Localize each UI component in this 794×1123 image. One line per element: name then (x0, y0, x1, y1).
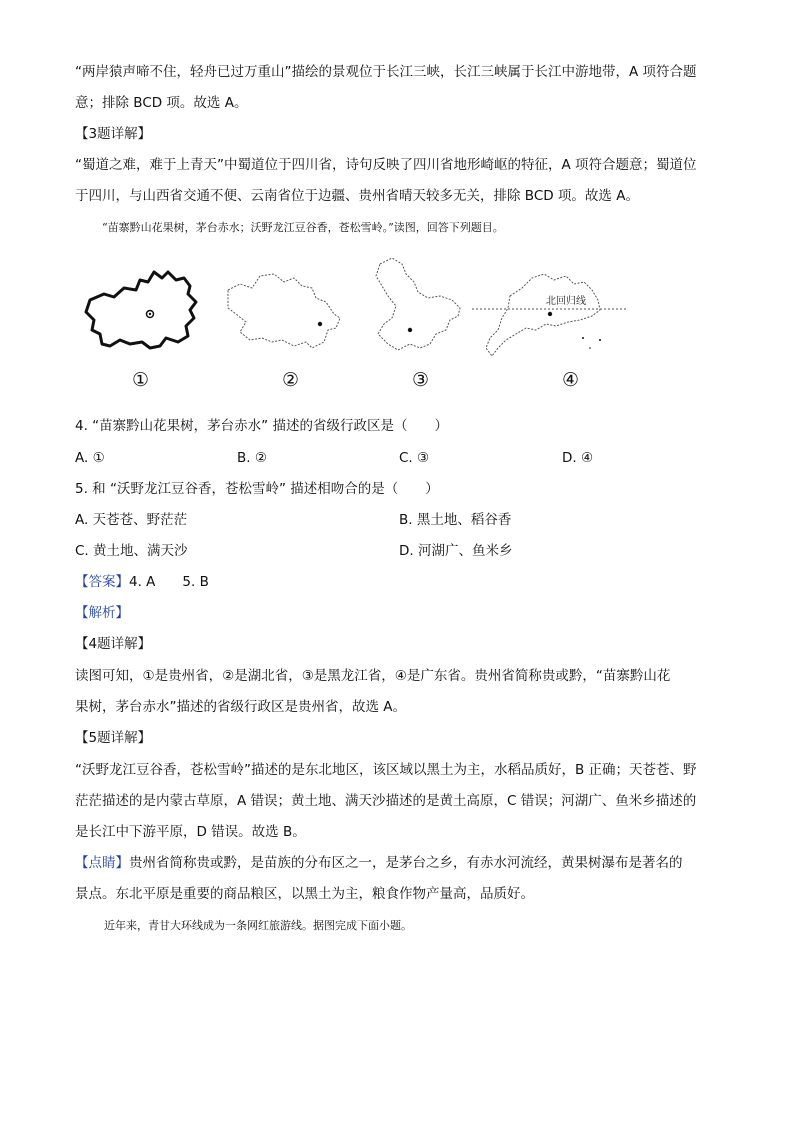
guangdong-outline (486, 274, 600, 356)
hubei-outline (228, 274, 340, 348)
q4-detail-heading: 【4题详解】 (75, 636, 152, 652)
map-number-2: ② (282, 369, 300, 391)
tip-line (75, 853, 683, 873)
text-line: 景点。东北平原是重要的商品粮区，以黑土为主，粮食作物产量高，品质好。 (75, 886, 534, 902)
text-line: “两岸猿声啼不住，轻舟已过万重山”描绘的景观位于长江三峡，长江三峡属于长江中游地带，A 项符合题 (75, 64, 697, 80)
question-intro: “苗寨黔山花果树，茅台赤水；沃野龙江豆谷香，苍松雪岭。”读图，回答下列题目。 (102, 221, 504, 234)
answer-line (75, 572, 209, 592)
q4-option-d: D. ④ (562, 450, 594, 466)
tropic-label: 北回归线 (546, 296, 586, 307)
guizhou-outline (86, 272, 196, 348)
q5-option-b: B. 黑土地、稻谷香 (399, 512, 512, 528)
q4-option-a: A. ① (75, 450, 105, 466)
q5-option-d: D. 河湖广、鱼米乡 (399, 543, 513, 559)
q4-option-b: B. ② (237, 450, 267, 466)
q5-stem: 5. 和 “沃野龙江豆谷香，苍松雪岭” 描述相吻合的是（ ） (75, 481, 439, 497)
tip-text: 贵州省简称贵或黔，是苗族的分布区之一，是茅台之乡，有赤水河流经，黄果树瀑布是著名的 (129, 855, 683, 871)
map-number-3: ③ (412, 369, 430, 391)
map-number-4: ④ (562, 369, 580, 391)
text-line: 于四川，与山西省交通不便、云南省位于边疆、贵州省晴天较多无关，排除 BCD 项。故选 A。 (75, 188, 639, 204)
heilongjiang-outline (376, 258, 460, 350)
q5-option-c: C. 黄土地、满天沙 (75, 543, 188, 559)
answer-text: 4. A 5. B (129, 574, 209, 590)
text-line: 意；排除 BCD 项。故选 A。 (75, 95, 248, 111)
next-question-intro: 近年来，青甘大环线成为一条网红旅游线。据图完成下面小题。 (104, 919, 412, 932)
map-number-1: ① (132, 369, 150, 391)
text-line: “蜀道之难，难于上青天”中蜀道位于四川省，诗句反映了四川省地形崎岖的特征，A 项符合题意；蜀道位 (75, 157, 697, 173)
q3-detail-heading: 【3题详解】 (75, 126, 152, 142)
analysis-label: 【解析】 (75, 605, 129, 621)
q5-option-a: A. 天苍苍、野茫茫 (75, 512, 188, 528)
text-line: “沃野龙江豆谷香，苍松雪岭”描述的是东北地区，该区域以黑土为主，水稻品质好，B 正确；天苍苍、野 (75, 762, 697, 778)
q4-stem: 4. “苗寨黔山花果树，茅台赤水” 描述的省级行政区是（ ） (75, 418, 448, 434)
text-line: 是长江中下游平原，D 错误。故选 B。 (75, 824, 306, 840)
maps-figure (80, 252, 640, 397)
text-line: 果树，茅台赤水”描述的省级行政区是贵州省，故选 A。 (75, 699, 407, 715)
q5-detail-heading: 【5题详解】 (75, 730, 152, 746)
answer-label: 【答案】 (75, 574, 129, 590)
province-maps (80, 252, 640, 397)
tip-label: 【点睛】 (75, 855, 129, 871)
q4-option-c: C. ③ (399, 450, 430, 466)
text-line: 读图可知，①是贵州省，②是湖北省，③是黑龙江省，④是广东省。贵州省简称贵或黔，“苗寨黔山花 (75, 668, 671, 684)
text-line: 茫茫描述的是内蒙古草原，A 错误；黄土地、满天沙描述的是黄土高原，C 错误；河湖广、鱼米乡描述的 (75, 793, 697, 809)
